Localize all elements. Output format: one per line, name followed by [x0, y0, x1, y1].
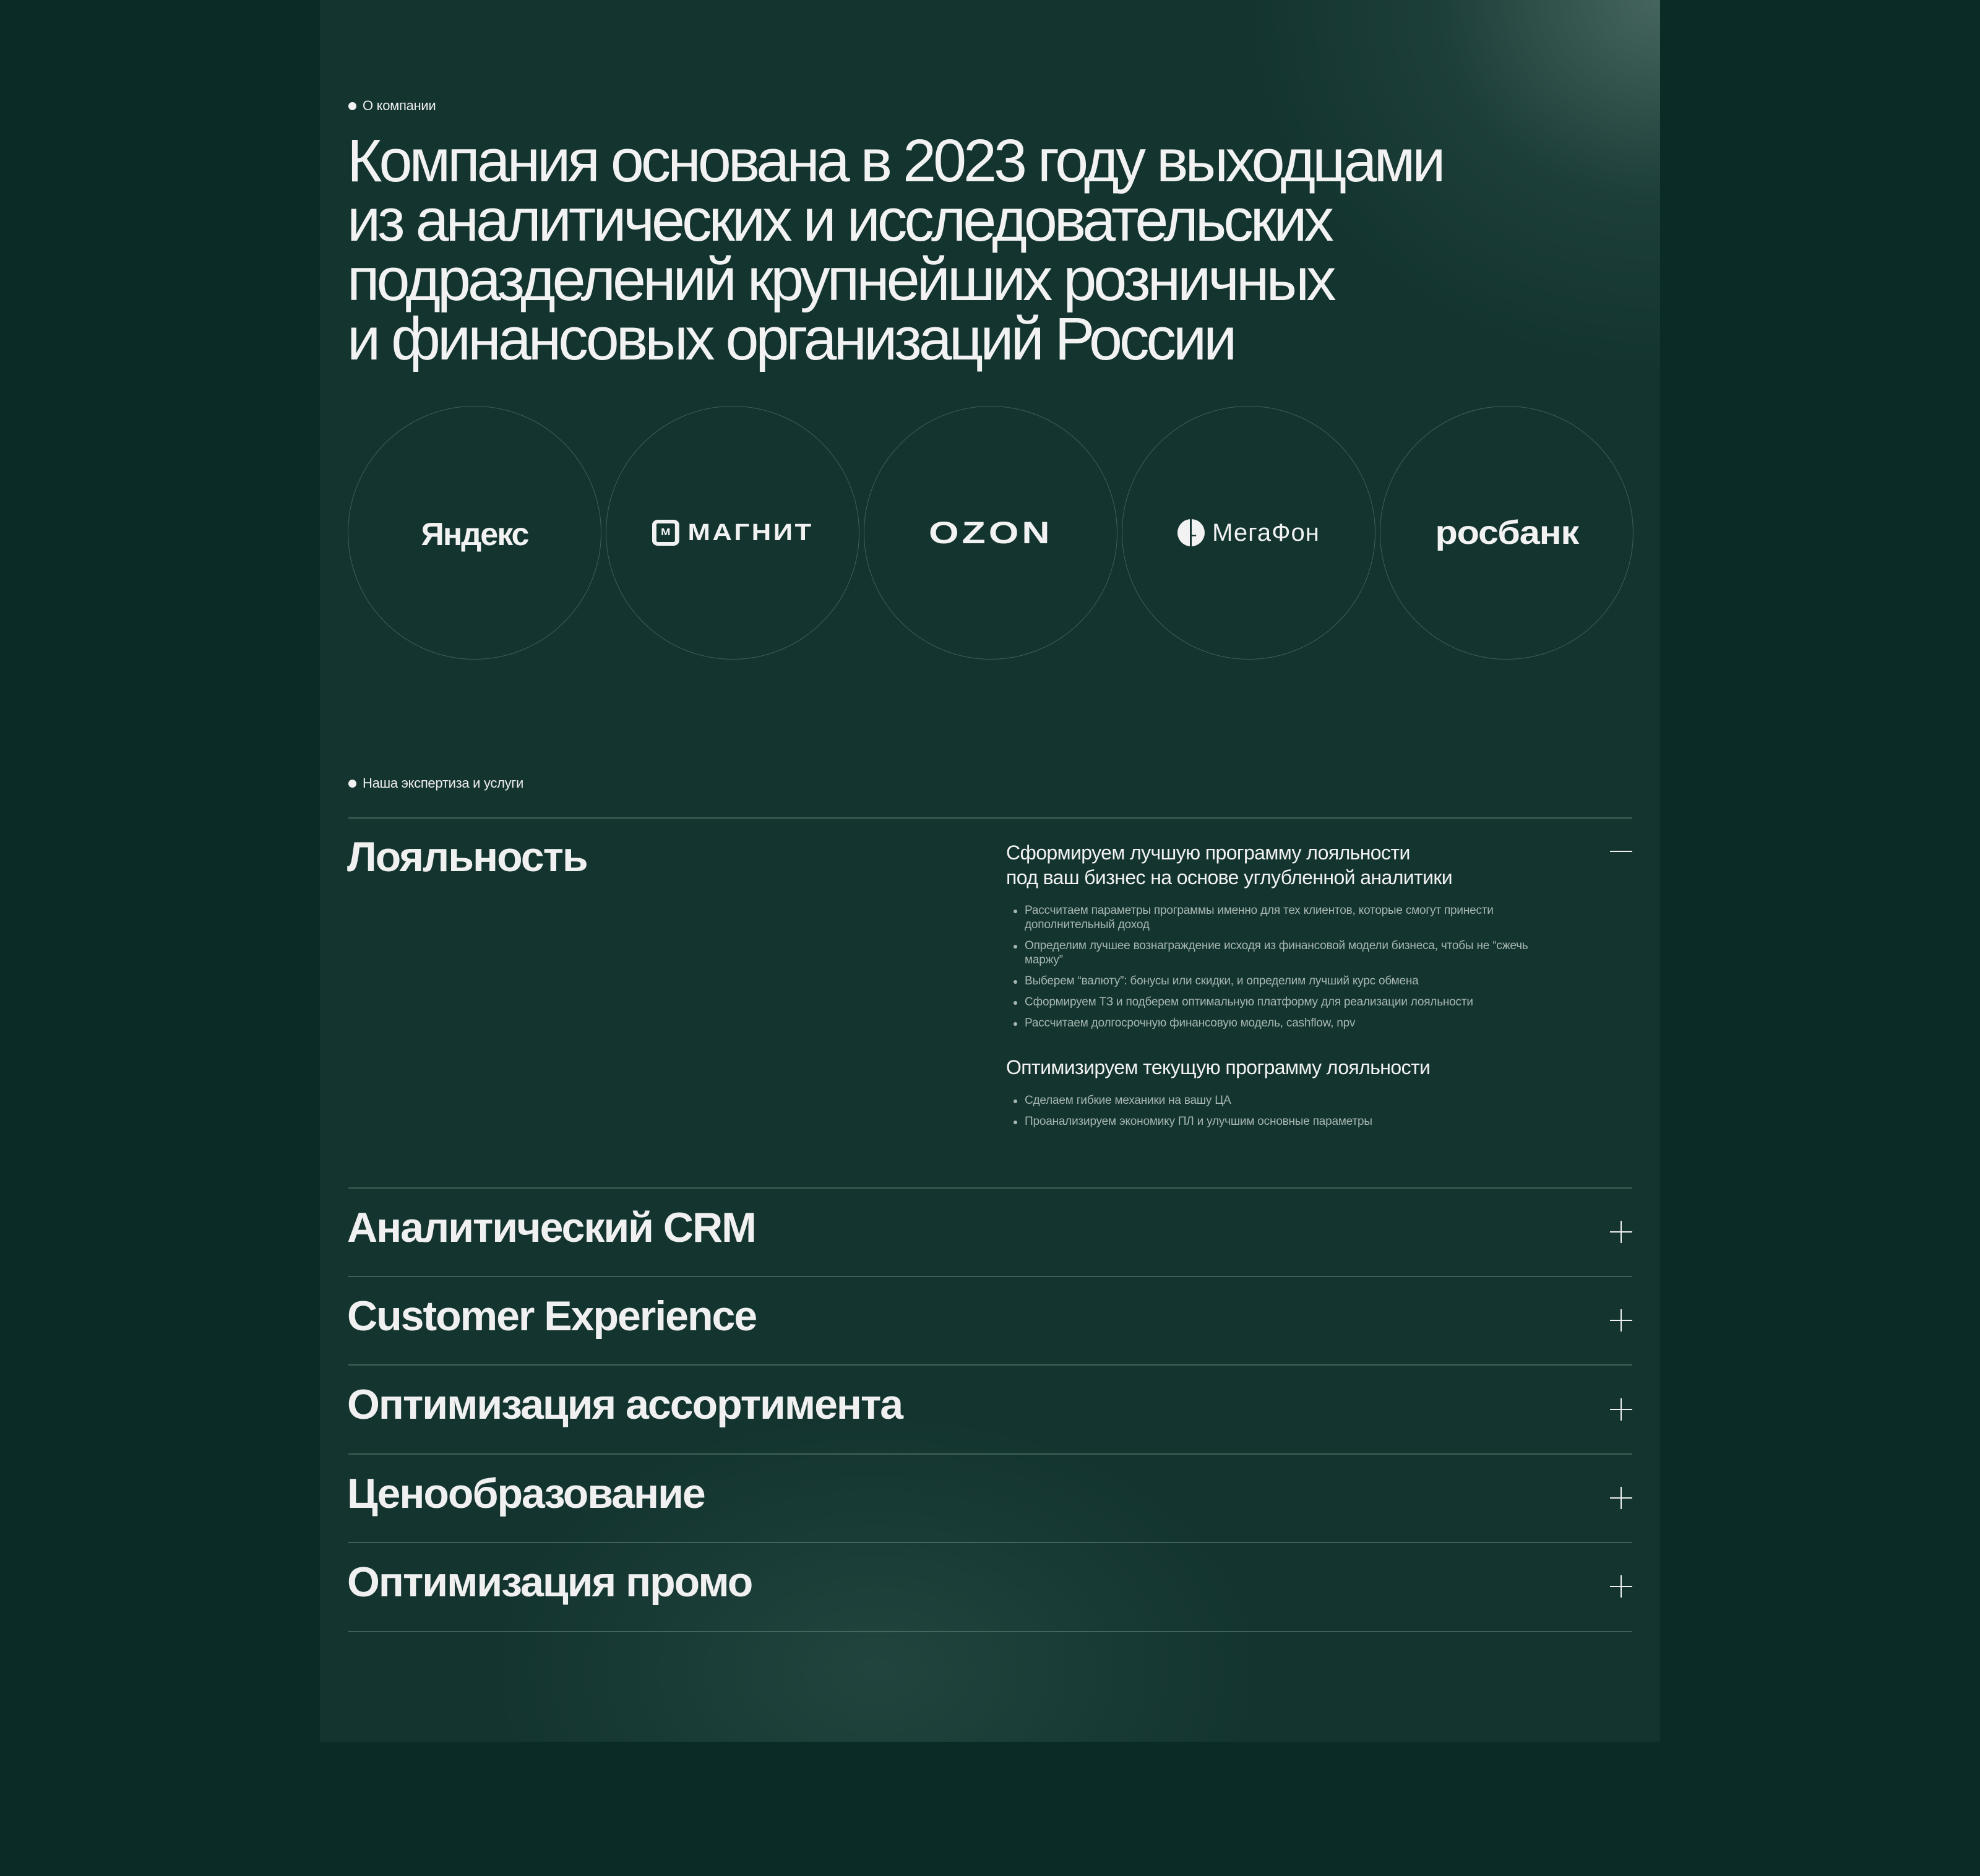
accordion-title-crm[interactable]: Аналитический CRM [347, 1204, 755, 1251]
list-item: Рассчитаем долгосрочную финансовую модель, cashflow, npv [1014, 1016, 1563, 1030]
megafon-logo [1177, 519, 1320, 547]
list-item: Выберем “валюту”: бонусы или скидки, и определим лучший курс обмена [1014, 974, 1563, 988]
divider [348, 1187, 1632, 1189]
magnit-wordmark: МАГНИТ [687, 519, 814, 546]
section-label-text: О компании [363, 98, 436, 113]
ozon-wordmark: OZON [928, 515, 1053, 550]
list-item: Определим лучшее вознаграждение исходя из финансовой модели бизнеса, чтобы не “сжечь маржу” [1014, 939, 1563, 967]
list-item: Проанализируем экономику ПЛ и улучшим основные параметры [1014, 1114, 1563, 1129]
headline-line: подразделений крупнейших розничных [347, 246, 1333, 313]
group-heading-line: Сформируем лучшую программу лояльности [1006, 841, 1410, 864]
logo-circle-rosbank [1380, 406, 1634, 660]
section-label-services [348, 775, 523, 791]
group-heading [1006, 1055, 1563, 1080]
logo-circle-magnit [606, 406, 859, 660]
plus-icon[interactable] [1610, 1221, 1632, 1243]
megafon-mark-icon [1177, 519, 1205, 546]
logo-circle-yandex [348, 406, 601, 660]
yandex-logo [421, 516, 528, 553]
accordion-title-customer-experience[interactable]: Customer Experience [347, 1293, 757, 1340]
headline-line: Компания основана в 2023 году выходцами [347, 127, 1443, 194]
rosbank-wordmark: росбанк [1435, 514, 1578, 551]
list-item: Сделаем гибкие механики на вашу ЦА [1014, 1093, 1563, 1108]
headline-line: из аналитических и исследовательских [347, 186, 1331, 254]
group-heading [1006, 840, 1563, 890]
yandex-wordmark: Яндекс [421, 517, 528, 553]
list-item: Сформируем ТЗ и подберем оптимальную платформу для реализации лояльности [1014, 995, 1563, 1009]
logo-circle-megafon [1122, 406, 1375, 660]
divider [348, 1631, 1632, 1632]
bullet-list [1014, 1093, 1563, 1129]
plus-icon[interactable] [1610, 1575, 1632, 1598]
accordion-content-loyalty [1006, 840, 1563, 1135]
group-heading-line: Оптимизируем текущую программу лояльности [1006, 1056, 1431, 1078]
megafon-wordmark: МегаФон [1212, 518, 1320, 546]
ozon-logo [929, 515, 1053, 551]
plus-icon[interactable] [1610, 1309, 1632, 1332]
magnit-mark-icon: М [652, 520, 679, 546]
section-label-about [348, 98, 436, 114]
bullet-dot-icon [348, 780, 356, 788]
accordion-title-loyalty[interactable]: Лояльность [347, 833, 587, 880]
headline-line: и финансовых организаций России [347, 305, 1234, 372]
minus-icon[interactable] [1610, 840, 1632, 863]
divider [348, 1276, 1632, 1277]
divider [348, 1542, 1632, 1543]
plus-icon[interactable] [1610, 1487, 1632, 1509]
plus-icon[interactable] [1610, 1398, 1632, 1421]
rosbank-logo [1435, 514, 1578, 552]
divider [348, 817, 1632, 819]
magnit-logo [652, 520, 814, 546]
accordion-title-pricing[interactable]: Ценообразование [347, 1470, 705, 1517]
bullet-list [1014, 903, 1563, 1030]
accordion-title-promo[interactable]: Оптимизация промо [347, 1559, 752, 1606]
list-item: Рассчитаем параметры программы именно для тех клиентов, которые смогут принести дополнительный доход [1014, 903, 1563, 932]
bullet-dot-icon [348, 102, 356, 110]
group-heading-line: под ваш бизнес на основе углубленной аналитики [1006, 866, 1453, 889]
divider [348, 1453, 1632, 1455]
divider [348, 1364, 1632, 1366]
accordion-title-assortment[interactable]: Оптимизация ассортимента [347, 1381, 903, 1428]
section-label-text: Наша экспертиза и услуги [363, 775, 524, 791]
logo-circle-ozon [864, 406, 1117, 660]
about-headline [347, 127, 1443, 372]
